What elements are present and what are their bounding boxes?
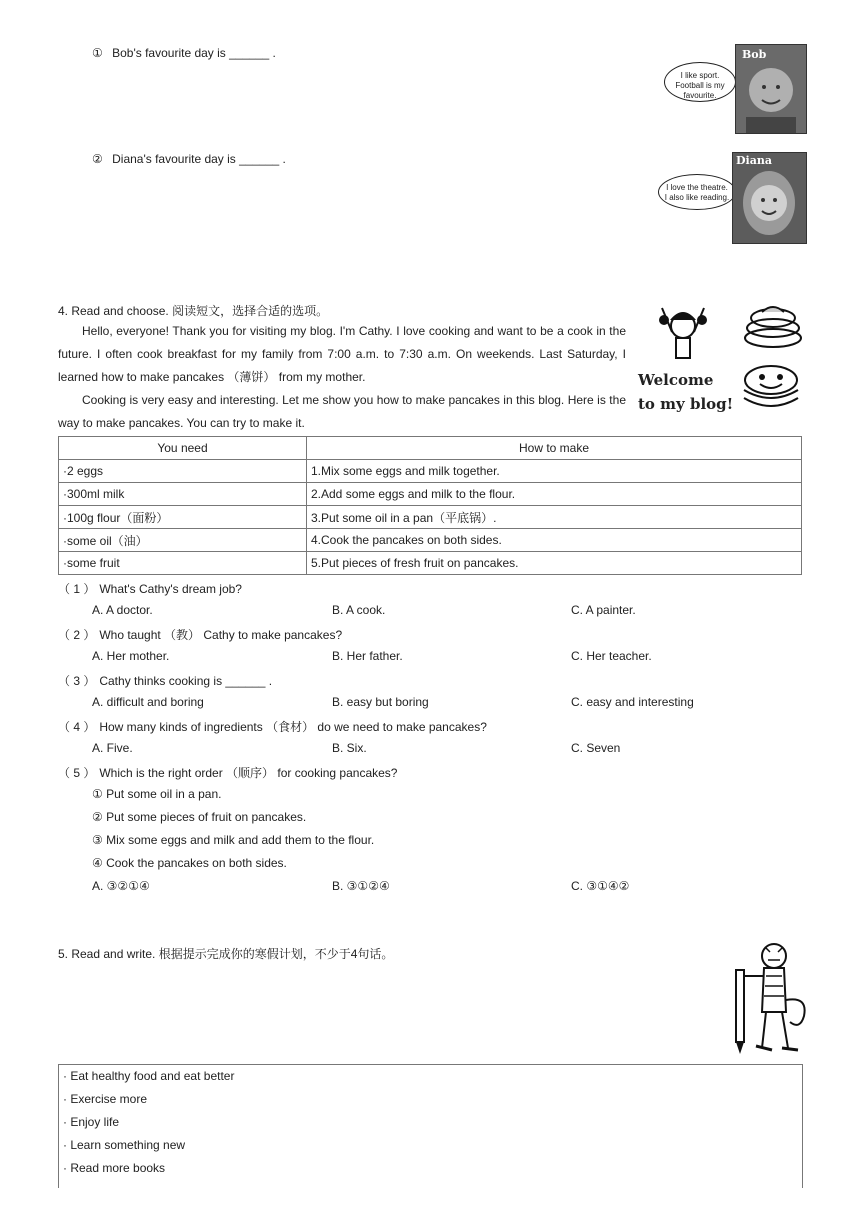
question-marker: ① — [92, 46, 103, 60]
writing-prompts-box — [58, 1064, 803, 1188]
table-row — [59, 483, 802, 506]
welcome-line: to my blog! — [638, 395, 734, 413]
question-text: Diana's favourite day is ______ . — [112, 152, 286, 166]
section4-heading: 4. Read and choose. 阅读短文，选择合适的选项。 — [58, 304, 329, 318]
diana-name-label: Diana — [736, 154, 772, 167]
order-step: ④ Cook the pancakes on both sides. — [92, 856, 287, 870]
question-number: （ 5 ） — [58, 766, 96, 780]
option-b[interactable]: B. easy but boring — [332, 695, 429, 709]
option-b[interactable]: B. A cook. — [332, 603, 386, 617]
passage-paragraph-2: Cooking is very easy and interesting. Let me show you how to make pancakes in this blog. Here is the way to make pancakes. You can try to make it. — [58, 393, 626, 430]
question-bob — [92, 46, 276, 60]
bubble-line: favourite. — [683, 91, 717, 100]
option-c[interactable]: C. ③①④② — [571, 879, 630, 893]
option-a[interactable]: A. ③②①④ — [92, 879, 150, 893]
table-row — [59, 552, 802, 575]
question-number: （ 1 ） — [58, 582, 96, 596]
tiger-with-pencil-icon — [728, 940, 812, 1058]
table-row — [59, 506, 802, 529]
prompt-item: · Enjoy life — [63, 1115, 120, 1129]
table-cell: 5.Put pieces of fresh fruit on pancakes. — [307, 552, 802, 575]
bob-name-label: Bob — [742, 48, 767, 61]
question-number: （ 2 ） — [58, 628, 96, 642]
question-text: What's Cathy's dream job? — [99, 582, 242, 596]
question-text: Bob's favourite day is ______ . — [112, 46, 276, 60]
option-c[interactable]: C. easy and interesting — [571, 695, 694, 709]
order-step: ① Put some oil in a pan. — [92, 787, 222, 801]
column-header: How to make — [307, 437, 802, 460]
option-c[interactable]: C. Seven — [571, 741, 621, 755]
question-number: （ 4 ） — [58, 720, 96, 734]
prompt-item: · Learn something new — [63, 1138, 186, 1152]
recipe-table — [58, 436, 802, 575]
section5-heading: 5. Read and write. 根据提示完成你的寒假计划，不少于4句话。 — [58, 947, 394, 961]
option-a[interactable]: A. difficult and boring — [92, 695, 204, 709]
option-c[interactable]: C. Her teacher. — [571, 649, 652, 663]
order-step: ② Put some pieces of fruit on pancakes. — [92, 810, 307, 824]
option-b[interactable]: B. Six. — [332, 741, 367, 755]
table-cell: 1.Mix some eggs and milk together. — [307, 460, 802, 483]
table-header-row — [59, 437, 802, 460]
welcome-text — [638, 368, 733, 416]
girl-icon — [648, 298, 718, 368]
table-cell: 4.Cook the pancakes on both sides. — [307, 529, 802, 552]
question-text: How many kinds of ingredients （食材） do we need to make pancakes? — [99, 720, 487, 734]
bubble-line: Football is my — [675, 81, 725, 90]
table-row — [59, 529, 802, 552]
table-row — [59, 460, 802, 483]
option-c[interactable]: C. A painter. — [571, 603, 636, 617]
order-step: ③ Mix some eggs and milk and add them to the flour. — [92, 833, 375, 847]
prompt-item: · Read more books — [63, 1161, 166, 1175]
table-cell: ·300ml milk — [59, 483, 307, 506]
prompt-item: · Exercise more — [63, 1092, 148, 1106]
option-a[interactable]: A. A doctor. — [92, 603, 153, 617]
option-b[interactable]: B. Her father. — [332, 649, 403, 663]
smiling-pancake-icon — [738, 360, 804, 416]
passage-paragraph-1: Hello, everyone! Thank you for visiting my blog. I'm Cathy. I love cooking and want to be a cook in the future. I often cook breakfast for my family from 7:00 a.m. to 7:30 a.m. On weekends. Last Saturday, I learned how to make pancakes （薄饼） from my mother. — [58, 324, 626, 384]
pancake-stack-icon — [742, 298, 804, 356]
table-cell: 2.Add some eggs and milk to the flour. — [307, 483, 802, 506]
table-cell: ·2 eggs — [59, 460, 307, 483]
bubble-line: I like sport. — [680, 71, 720, 80]
speech-bubble — [664, 62, 736, 102]
table-cell: 3.Put some oil in a pan（平底锅）. — [307, 506, 802, 529]
table-cell: ·some oil（油） — [59, 529, 307, 552]
question-text: Which is the right order （顺序） for cooking pancakes? — [99, 766, 398, 780]
welcome-line: Welcome — [638, 371, 714, 389]
prompt-item: · Eat healthy food and eat better — [63, 1069, 235, 1083]
bubble-line: I love the theatre. — [666, 183, 728, 192]
diana-photo — [732, 152, 807, 244]
bob-photo — [735, 44, 807, 134]
question-text: Cathy thinks cooking is ______ . — [99, 674, 273, 688]
bubble-line: I also like reading. — [664, 193, 730, 202]
question-text: Who taught （教） Cathy to make pancakes? — [99, 628, 343, 642]
option-a[interactable]: A. Her mother. — [92, 649, 170, 663]
speech-bubble — [658, 174, 736, 210]
column-header: You need — [59, 437, 307, 460]
option-b[interactable]: B. ③①②④ — [332, 879, 390, 893]
question-marker: ② — [92, 152, 103, 166]
question-number: （ 3 ） — [58, 674, 96, 688]
option-a[interactable]: A. Five. — [92, 741, 133, 755]
question-diana — [92, 152, 286, 166]
table-cell: ·100g flour（面粉） — [59, 506, 307, 529]
table-cell: ·some fruit — [59, 552, 307, 575]
